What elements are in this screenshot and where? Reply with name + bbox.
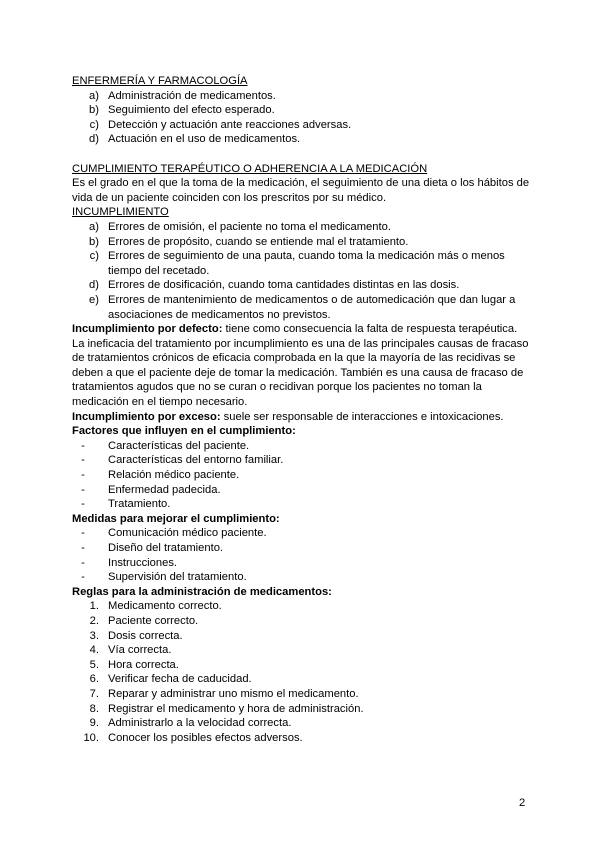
list-item-text: Características del entorno familiar. <box>108 454 284 467</box>
list-item <box>72 556 532 571</box>
factores-list <box>72 439 532 512</box>
medidas-heading: Medidas para mejorar el cumplimiento: <box>72 512 280 525</box>
list-marker: - <box>81 454 85 467</box>
list-item-text: Seguimiento del efecto esperado. <box>108 104 275 117</box>
list-marker: - <box>81 542 85 554</box>
list-item <box>72 731 532 746</box>
list-item-text: Errores de mantenimiento de medicamentos o de automedicación que dan lugar a asociaciones de medicamentos no previstos. <box>108 293 516 321</box>
list-item-text: Vía correcta. <box>108 644 172 657</box>
list-item <box>72 249 532 278</box>
list-item <box>72 235 532 250</box>
list-item <box>72 132 532 147</box>
list-item <box>72 293 532 322</box>
incumplimiento-list <box>72 220 532 322</box>
list-marker: e) <box>89 293 99 306</box>
list-marker: 9. <box>89 717 99 730</box>
exceso-label: Incumplimiento por exceso: <box>72 410 221 423</box>
list-item-text: Dosis correcta. <box>108 629 183 642</box>
list-item-text: Enfermedad padecida. <box>108 483 221 496</box>
page-content <box>72 74 532 745</box>
list-item <box>72 483 532 498</box>
list-item <box>72 716 532 731</box>
list-item <box>72 658 532 673</box>
list-item <box>72 118 532 133</box>
list-item-text: Administrarlo a la velocidad correcta. <box>108 717 292 730</box>
defecto-label: Incumplimiento por defecto: <box>72 323 223 336</box>
list-marker: - <box>81 469 85 482</box>
list-item <box>72 439 532 454</box>
list-item <box>72 702 532 717</box>
list-item-text: Reparar y administrar uno mismo el medicamento. <box>108 687 359 700</box>
defecto-paragraph <box>72 322 532 337</box>
list-marker: 5. <box>89 658 99 671</box>
list-item-text: Errores de dosificación, cuando toma cantidades distintas en las dosis. <box>108 279 460 292</box>
list-item-text: Características del paciente. <box>108 439 250 452</box>
list-item-text: Administración de medicamentos. <box>108 89 276 102</box>
page-number: 2 <box>519 797 526 809</box>
list-marker: d) <box>89 133 99 146</box>
factores-heading: Factores que influyen en el cumplimiento: <box>72 425 296 438</box>
list-item-text: Supervisión del tratamiento. <box>108 571 247 584</box>
list-item <box>72 629 532 644</box>
list-marker: - <box>81 498 85 511</box>
list-marker: - <box>81 483 85 496</box>
list-item-text: Instrucciones. <box>108 556 178 569</box>
list-marker: 4. <box>89 644 99 657</box>
list-item <box>72 89 532 104</box>
list-item <box>72 541 532 556</box>
list-marker: c) <box>89 250 99 263</box>
list-marker: 3. <box>89 629 99 642</box>
exceso-text: suele ser responsable de interacciones e intoxicaciones. <box>220 410 504 423</box>
list-item-text: Hora correcta. <box>108 658 179 671</box>
list-item <box>72 526 532 541</box>
list-item-text: Conocer los posibles efectos adversos. <box>108 731 303 744</box>
list-item-text: Comunicación médico paciente. <box>108 527 267 540</box>
subtitle-incumplimiento: INCUMPLIMIENTO <box>72 206 169 219</box>
list-marker: c) <box>89 118 99 131</box>
list-item-text: Registrar el medicamento y hora de administración. <box>108 702 364 715</box>
list-item-text: Diseño del tratamiento. <box>108 542 224 554</box>
list-item <box>72 453 532 468</box>
section-title-enfermeria: ENFERMERÍA Y FARMACOLOGÍA <box>72 75 248 87</box>
list-marker: - <box>81 527 85 540</box>
list-marker: 1. <box>89 600 99 613</box>
list-marker: - <box>81 556 85 569</box>
exceso-paragraph <box>72 410 532 425</box>
medidas-list <box>72 526 532 584</box>
list-marker: 8. <box>89 702 99 715</box>
list-item-text: Errores de seguimiento de una pauta, cuando toma la medicación más o menos tiempo del recetado. <box>108 250 505 277</box>
defecto-text: tiene como consecuencia la falta de respuesta terapéutica. <box>222 323 518 336</box>
list-item <box>72 687 532 702</box>
reglas-list <box>72 599 532 745</box>
reglas-heading: Reglas para la administración de medicamentos: <box>72 585 332 598</box>
list-item-text: Relación médico paciente. <box>108 469 240 482</box>
list-item-text: Detección y actuación ante reacciones adversas. <box>108 118 352 131</box>
list-marker: 7. <box>89 687 99 700</box>
list-item <box>72 672 532 687</box>
list-item-text: Verificar fecha de caducidad. <box>108 673 252 686</box>
list-item-text: Tratamiento. <box>108 498 171 511</box>
list-item-text: Errores de propósito, cuando se entiende mal el tratamiento. <box>108 235 409 248</box>
list-item <box>72 599 532 614</box>
list-item <box>72 468 532 483</box>
list-marker: - <box>81 439 85 452</box>
list-item-text: Errores de omisión, el paciente no toma el medicamento. <box>108 220 391 233</box>
list-item-text: Actuación en el uso de medicamentos. <box>108 133 301 146</box>
list-marker: a) <box>89 89 99 102</box>
ineficacia-paragraph: La ineficacia del tratamiento por incumplimiento es una de las principales causas de fracaso de tratamientos crónicos de eficacia comprobada en la que la mayoría de las recidivas se deben a que el paciente deje de tomar la medicación. También es una causa de fracaso de tratamientos agudos que no se curan o recidivan porque los pacientes no toman la medicación en el tiempo necesario. <box>72 337 529 409</box>
list-marker: b) <box>89 235 99 248</box>
list-marker: d) <box>89 279 99 292</box>
list-marker: 2. <box>89 614 99 627</box>
list-marker: a) <box>89 220 99 233</box>
list-marker: - <box>81 571 85 584</box>
enfermeria-list <box>72 89 532 147</box>
list-marker: b) <box>89 104 99 117</box>
list-item <box>72 614 532 629</box>
list-marker: 10. <box>83 731 99 744</box>
definition-paragraph: Es el grado en el que la toma de la medicación, el seguimiento de una dieta o los hábitos de vida de un paciente coinciden con los prescritos por su médico. <box>72 177 530 204</box>
list-item <box>72 103 532 118</box>
list-item <box>72 643 532 658</box>
list-item <box>72 570 532 585</box>
list-marker: 6. <box>89 673 99 686</box>
list-item <box>72 278 532 293</box>
list-item <box>72 497 532 512</box>
spacer <box>72 147 532 162</box>
list-item-text: Medicamento correcto. <box>108 600 222 613</box>
list-item <box>72 220 532 235</box>
section-title-cumplimiento: CUMPLIMIENTO TERAPÉUTICO O ADHERENCIA A LA MEDICACIÓN <box>72 162 428 175</box>
list-item-text: Paciente correcto. <box>108 614 199 627</box>
